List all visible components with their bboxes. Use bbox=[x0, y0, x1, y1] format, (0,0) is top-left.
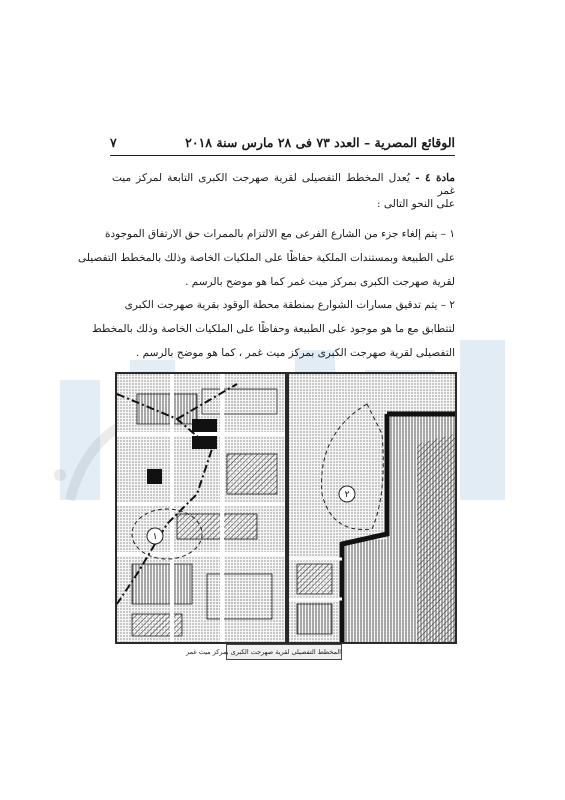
page-header bbox=[110, 131, 455, 153]
map-caption: المخطط التفصيلى لقرية صهرجت الكبرى بمركز ميت غمر bbox=[226, 644, 342, 660]
detailed-plan-map bbox=[115, 372, 457, 644]
item1-line: على الطبيعة وبمستندات الملكية حفاظًا على الملكيات الخاصة وذلك بالمخطط التفصيلى bbox=[77, 252, 455, 264]
item2-line: ٢ – يتم تدقيق مسارات الشوارع بمنطقة محطة الوقود بقرية صهرجت الكبرى bbox=[124, 299, 455, 311]
header-title: الوقائع المصرية – العدد ٧٣ فى ٢٨ مارس سنة ٢٠١٨ bbox=[185, 134, 455, 150]
article-lead-continued: على النحو التالى : bbox=[377, 198, 455, 210]
item1-line: لقرية صهرجت الكبرى بمركز ميت غمر كما هو موضح بالرسم . bbox=[185, 276, 455, 288]
article-item-2 bbox=[92, 299, 455, 360]
item1-line: ١ – يتم إلغاء جزء من الشارع الفرعى مع الالتزام بالممرات حق الارتفاق الموجودة bbox=[104, 228, 455, 240]
article-item-1 bbox=[77, 228, 455, 289]
item2-line: التفصيلى لقرية صهرجت الكبرى بمركز ميت غمر ، كما هو موضح بالرسم . bbox=[135, 347, 455, 359]
map-right-panel bbox=[289, 374, 455, 642]
right-panel-label: ٢ bbox=[344, 490, 350, 500]
article-lead: يُعدل المخطط التفصيلى لقرية صهرجت الكبرى التابعة لمركز ميت غمر bbox=[112, 172, 455, 197]
left-panel-label: ١ bbox=[152, 532, 158, 542]
map-drawing bbox=[117, 374, 455, 642]
page-number: ٧ bbox=[110, 134, 117, 150]
header-divider bbox=[110, 155, 455, 156]
item2-line: لتتطابق مع ما هو موجود على الطبيعة وحفاظًا على الملكيات الخاصة وذلك بالمخطط bbox=[92, 323, 455, 335]
map-panel-divider bbox=[285, 374, 289, 642]
map-left-panel bbox=[117, 374, 285, 642]
article-number: مادة ٤ - bbox=[409, 172, 456, 184]
article-heading bbox=[112, 172, 455, 198]
